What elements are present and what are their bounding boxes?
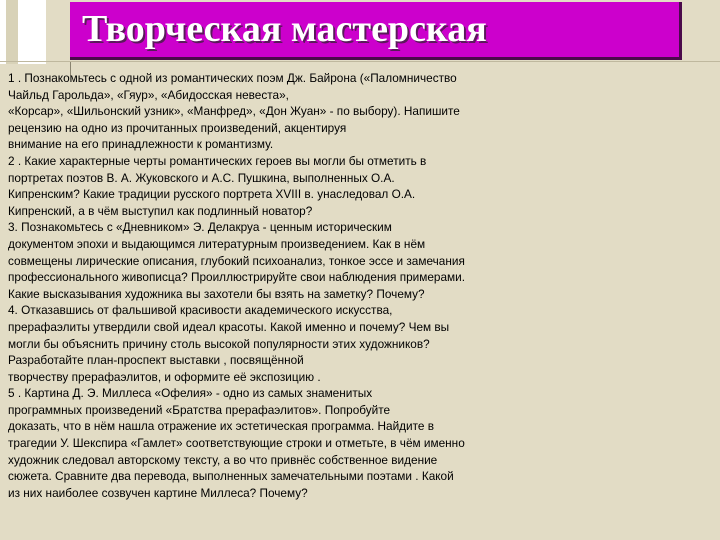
text-line: профессионального живописца? Проиллюстрируйте свои наблюдения примерами. bbox=[8, 270, 466, 285]
text-line: 1 . Познакомьтесь с одной из романтических поэм Дж. Байрона («Паломничество bbox=[8, 71, 457, 85]
text-line: Разработайте план-проспект выставки , посвящённой bbox=[8, 353, 304, 368]
decorative-stripe bbox=[0, 0, 46, 64]
text-line: Кипренский, а в чём выступил как подлинный новатор? bbox=[8, 203, 313, 218]
text-line: 4. Отказавшись от фальшивой красивости академического искусства, bbox=[8, 303, 393, 318]
slide-title: Творческая мастерская bbox=[82, 8, 487, 50]
text-line: сюжета. Сравните два перевода, выполненных замечательными поэтами . Какой bbox=[8, 469, 454, 484]
text-line: рецензию на одно из прочитанных произведений, акцентируя bbox=[8, 120, 347, 135]
text-line: документом эпохи и выдающимся литературным произведением. Как в нём bbox=[8, 236, 426, 251]
text-line: программных произведений «Братства прерафаэлитов». Попробуйте bbox=[8, 402, 391, 417]
text-line: Какие высказывания художника вы захотели бы взять на заметку? Почему? bbox=[8, 286, 425, 301]
text-line: могли бы объяснить причину столь высокой популярности этих художников? bbox=[8, 336, 430, 351]
text-line: Кипренским? Какие традиции русского портрета XVIII в. унаследовал О.А. bbox=[8, 187, 416, 202]
text-line: прерафаэлиты утвердили свой идеал красоты. Какой именно и почему? Чем вы bbox=[8, 319, 450, 334]
text-line: 3. Познакомьтесь с «Дневником» Э. Делакруа - ценным историческим bbox=[8, 220, 392, 235]
text-line: доказать, что в нём нашла отражение их эстетическая программа. Найдите в bbox=[8, 419, 435, 434]
assignment-text bbox=[8, 70, 716, 501]
text-line: из них наиболее созвучен картине Миллеса? Почему? bbox=[8, 485, 308, 500]
text-line: внимание на его принадлежности к романтизму. bbox=[8, 137, 274, 152]
text-line: трагедии У. Шекспира «Гамлет» соответствующие строки и отметьте, в чём именно bbox=[8, 436, 465, 451]
text-line: портретах поэтов В. А. Жуковского и А.С. Пушкина, выполненных О.А. bbox=[8, 170, 395, 185]
text-line: творчеству прерафаэлитов, и оформите её экспозицию . bbox=[8, 369, 321, 384]
divider-line bbox=[0, 61, 720, 62]
decorative-stripe-inner bbox=[6, 0, 18, 64]
text-line: «Корсар», «Шильонский узник», «Манфред», «Дон Жуан» - по выбору). Напишите bbox=[8, 104, 460, 119]
text-line: 2 . Какие характерные черты романтических героев вы могли бы отметить в bbox=[8, 153, 427, 168]
title-bar bbox=[70, 2, 682, 60]
text-line: художник следовал авторскому тексту, а во что привнёс собственное видение bbox=[8, 452, 438, 467]
text-line: совмещены лирические описания, глубокий психоанализ, тонкое эссе и замечания bbox=[8, 253, 465, 268]
text-line: 5 . Картина Д. Э. Миллеса «Офелия» - одно из самых знаменитых bbox=[8, 386, 373, 401]
text-line: Чайльд Гарольда», «Гяур», «Абидосская невеста», bbox=[8, 87, 289, 102]
